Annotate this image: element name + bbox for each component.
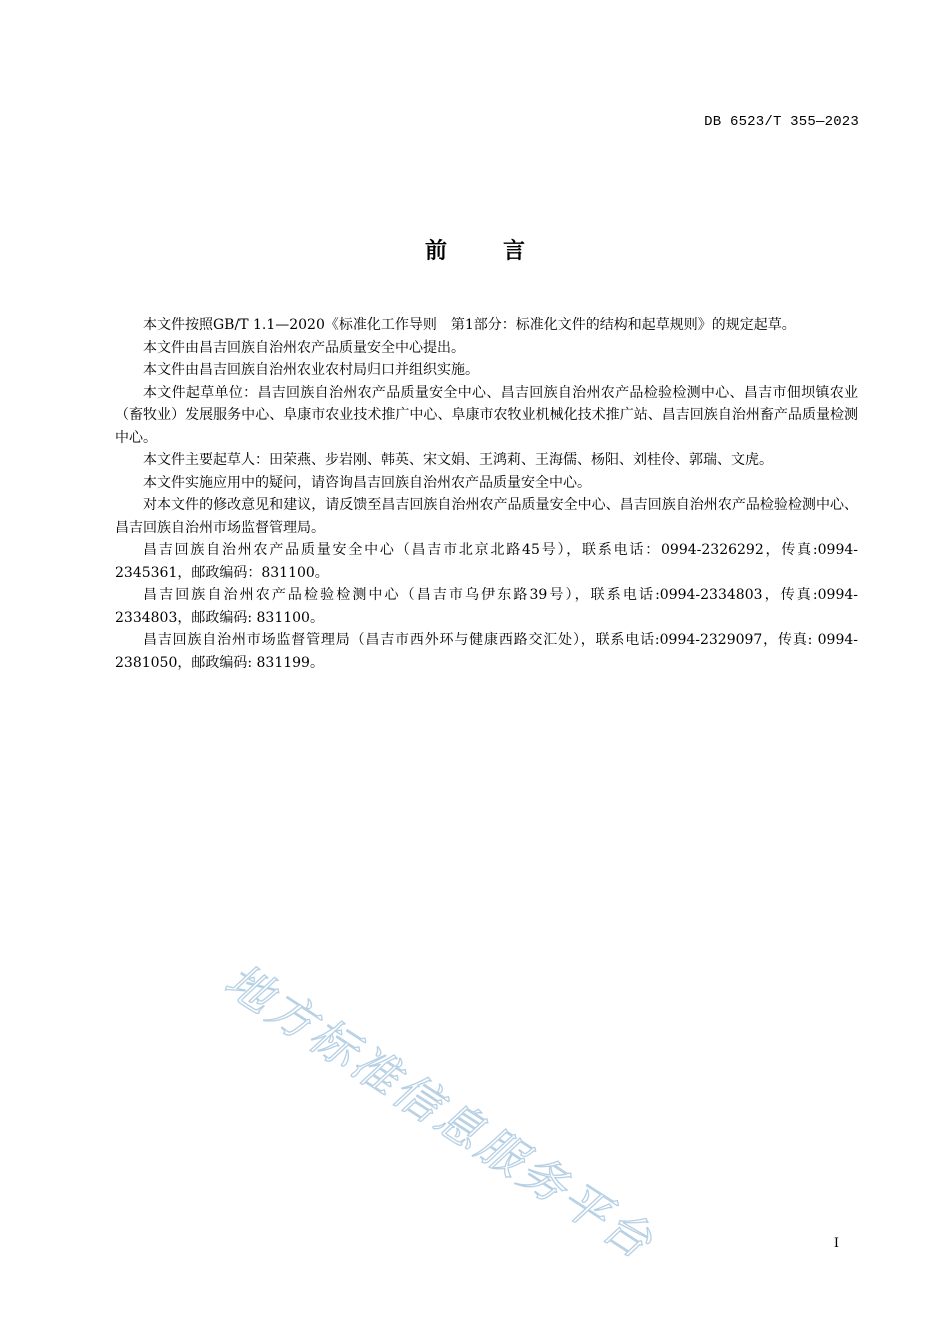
- document-code-header: DB 6523/T 355—2023: [704, 114, 859, 130]
- paragraph-contact-quality-center: 昌吉回族自治州农产品质量安全中心（昌吉市北京北路45号），联系电话：0994-2326292，传真:0994-2345361，邮政编码：831100。: [115, 542, 858, 581]
- paragraph-drafting-units: 本文件起草单位：昌吉回族自治州农产品质量安全中心、昌吉回族自治州农产品检验检测中心、昌吉市佃坝镇农业（畜牧业）发展服务中心、阜康市农业技术推广中心、阜康市农牧业机械化技术推广站、昌吉回族自治州畜产品质量检测中心。: [115, 384, 858, 446]
- foreword-body: [115, 314, 858, 674]
- paragraph-administrator: 本文件由昌吉回族自治州农业农村局归口并组织实施。: [143, 362, 479, 378]
- paragraph-proposer: 本文件由昌吉回族自治州农产品质量安全中心提出。: [143, 339, 465, 356]
- paragraph-drafters: 本文件主要起草人：田荣燕、步岩刚、韩英、宋文娟、王鸿莉、王海儒、杨阳、刘桂伶、郭瑞、文虎。: [143, 452, 773, 468]
- paragraph-feedback: 对本文件的修改意见和建议，请反馈至昌吉回族自治州农产品质量安全中心、昌吉回族自治州农产品检验检测中心、昌吉回族自治州市场监督管理局。: [115, 497, 858, 536]
- paragraph-inquiries: 本文件实施应用中的疑问，请咨询昌吉回族自治州农产品质量安全中心。: [143, 474, 591, 491]
- paragraph-drafting-rules: 本文件按照GB/T 1.1—2020《标准化工作导则 第1部分：标准化文件的结构和起草规则》的规定起草。: [143, 317, 796, 333]
- page-number: I: [833, 1236, 839, 1251]
- paragraph-contact-testing-center: 昌吉回族自治州农产品检验检测中心（昌吉市乌伊东路39号），联系电话:0994-2334803，传真:0994-2334803，邮政编码: 831100。: [115, 587, 858, 626]
- paragraph-contact-market-bureau: 昌吉回族自治州市场监督管理局（昌吉市西外环与健康西路交汇处），联系电话:0994-2329097，传真: 0994-2381050，邮政编码: 831199。: [115, 632, 858, 671]
- page-title: 前言: [424, 239, 581, 264]
- watermark: 地方标准信息服务平台: [215, 952, 665, 1271]
